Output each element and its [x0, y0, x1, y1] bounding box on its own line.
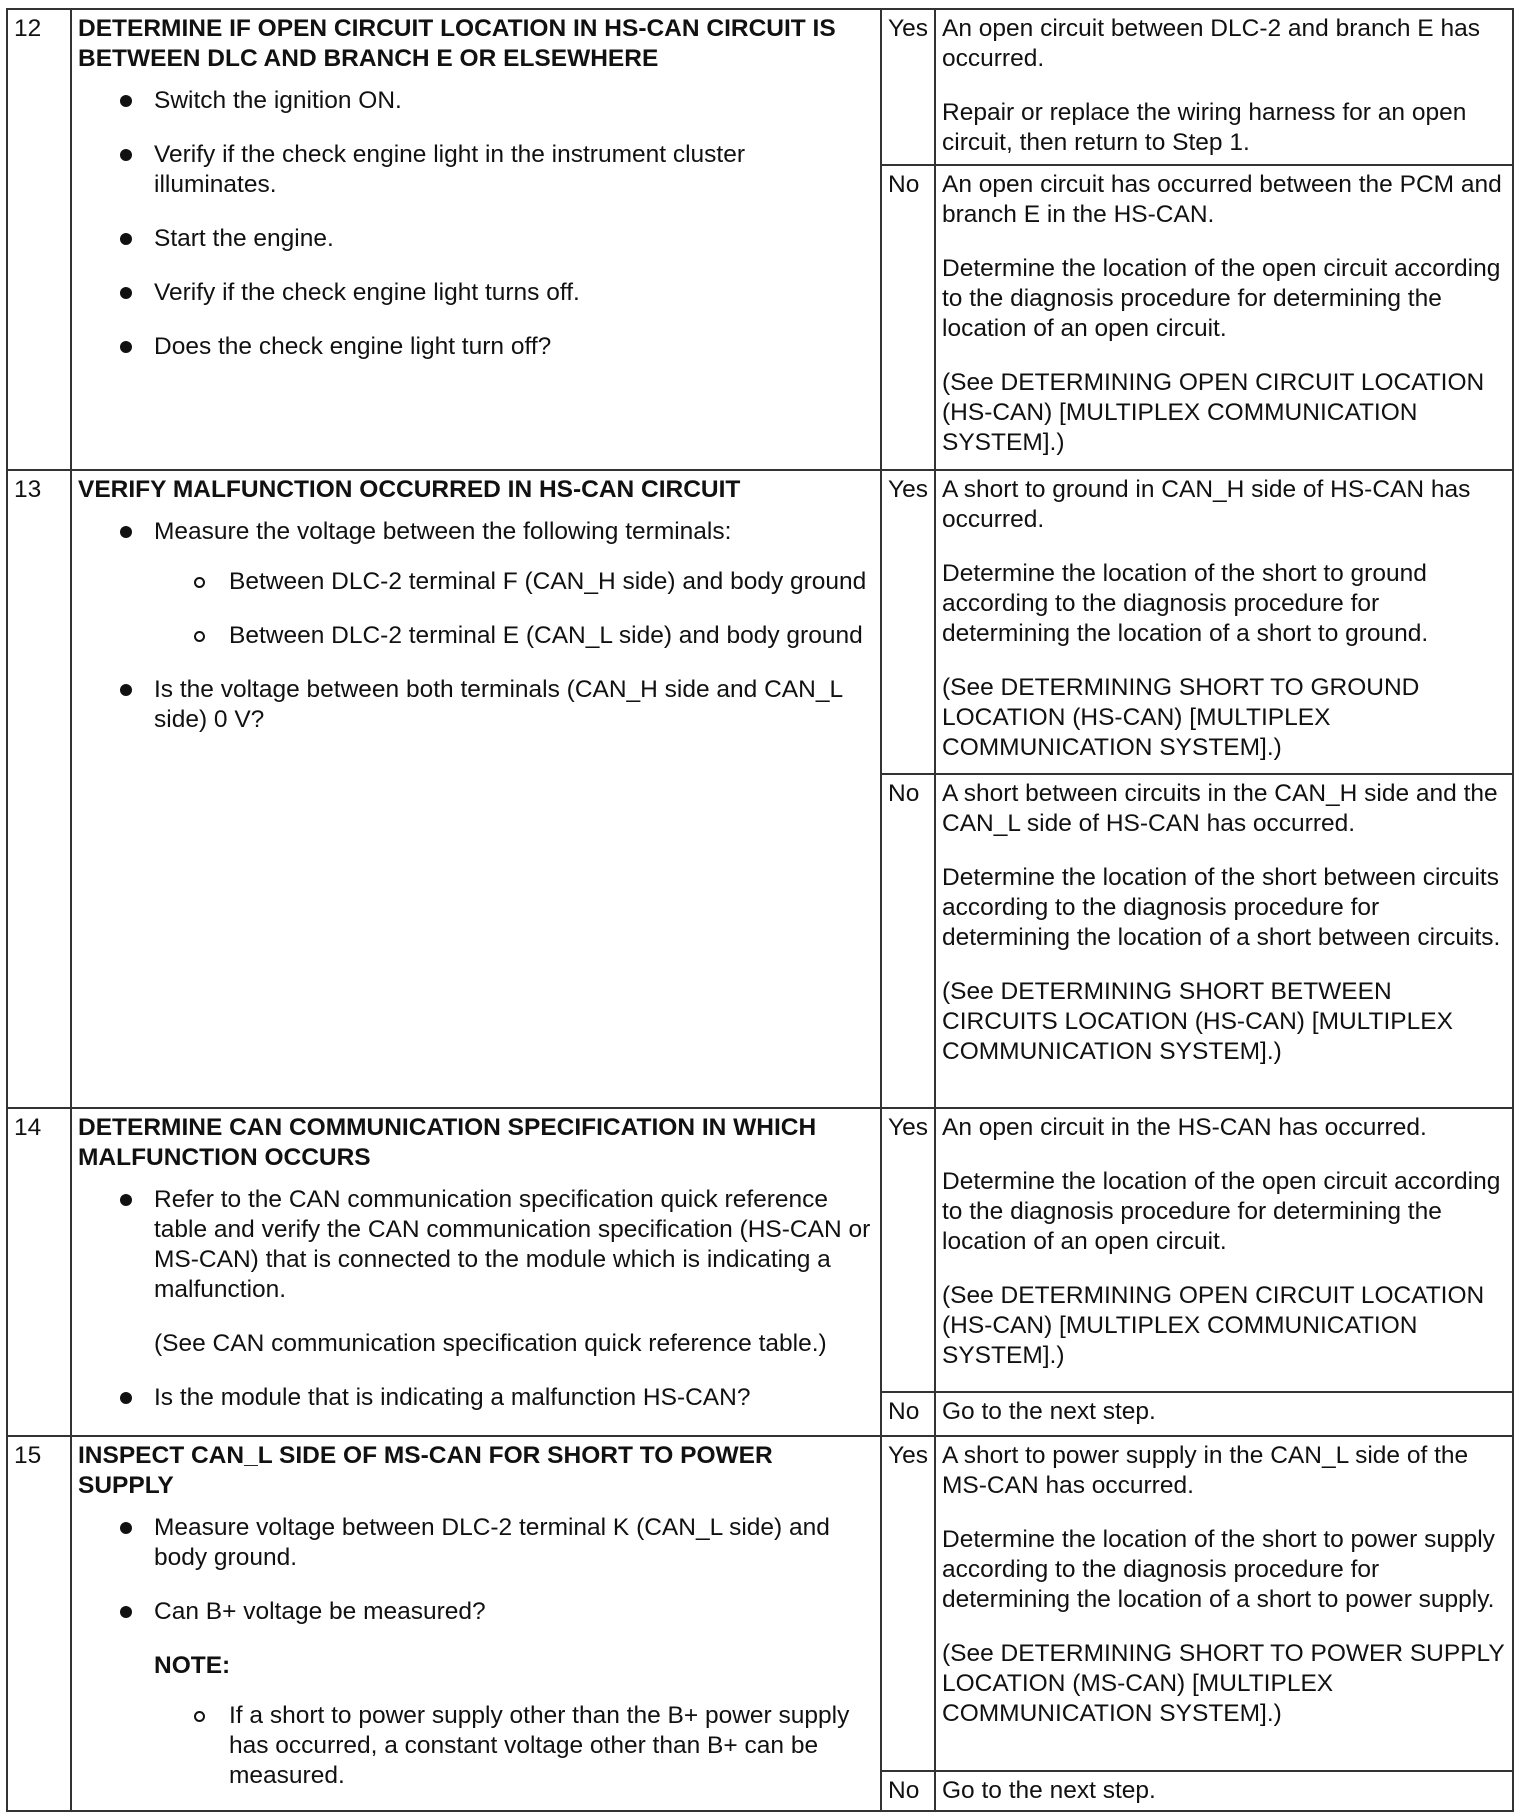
answer-yes-label: Yes [881, 1108, 935, 1392]
step-number: 13 [7, 470, 71, 1108]
action-list [78, 1513, 873, 1791]
answer-yes-label: Yes [881, 9, 935, 165]
action-item [78, 1185, 873, 1359]
action-list [78, 1185, 873, 1413]
answer-no-label: No [881, 165, 935, 470]
result-yes-cell [935, 1436, 1513, 1771]
step-15-row-yes [7, 1436, 1513, 1771]
note-block [154, 1651, 873, 1791]
result-no-cell [935, 1771, 1513, 1811]
result-text: Determine the location of the short between circuits according to the diagnosis procedure for determining the location of a short between circuits. [942, 864, 1501, 951]
action-item: Is the voltage between both terminals (CAN_H side and CAN_L side) 0 V? [78, 675, 873, 735]
result-text: A short between circuits in the CAN_H side and the CAN_L side of HS-CAN has occurred. [942, 780, 1498, 837]
action-item-text: Can B+ voltage be measured? [154, 1598, 486, 1625]
action-item [78, 1597, 873, 1791]
terminal-item: Between DLC-2 terminal E (CAN_L side) and body ground [154, 621, 873, 651]
result-text: Determine the location of the short to ground according to the diagnosis procedure for determining the location of a short to ground. [942, 560, 1429, 647]
action-list [78, 517, 873, 735]
note-label: NOTE: [154, 1652, 231, 1679]
note-item: If a short to power supply other than the B+ power supply has occurred, a constant voltage other than B+ can be measured. [154, 1701, 873, 1791]
answer-yes-label: Yes [881, 470, 935, 774]
result-text: Determine the location of the open circuit according to the diagnosis procedure for determining the location of an open circuit. [942, 1168, 1501, 1255]
result-text: Repair or replace the wiring harness for an open circuit, then return to Step 1. [942, 99, 1467, 156]
action-list [78, 86, 873, 362]
action-item-text: Refer to the CAN communication specification quick reference table and verify the CAN communication specification (HS-CAN or MS-CAN) that is connected to the module which is indicating a malfunction. [154, 1186, 871, 1303]
result-no-cell [935, 774, 1513, 1108]
action-item: Measure voltage between DLC-2 terminal K (CAN_L side) and body ground. [78, 1513, 873, 1573]
step-title: VERIFY MALFUNCTION OCCURRED IN HS-CAN CIRCUIT [78, 476, 741, 503]
step-title: DETERMINE IF OPEN CIRCUIT LOCATION IN HS-CAN CIRCUIT IS BETWEEN DLC AND BRANCH E OR ELSEWHERE [78, 15, 836, 72]
action-item: Verify if the check engine light turns off. [78, 278, 873, 308]
terminal-list [154, 567, 873, 651]
answer-no-label: No [881, 774, 935, 1108]
step-number: 14 [7, 1108, 71, 1436]
result-text: Go to the next step. [942, 1777, 1156, 1804]
step-action-cell [71, 1108, 881, 1436]
result-text: A short to ground in CAN_H side of HS-CAN has occurred. [942, 476, 1471, 533]
result-yes-cell [935, 1108, 1513, 1392]
step-number: 15 [7, 1436, 71, 1811]
result-no-cell [935, 165, 1513, 470]
step-action-cell [71, 470, 881, 1108]
result-text: (See DETERMINING SHORT TO GROUND LOCATION (HS-CAN) [MULTIPLEX COMMUNICATION SYSTEM].) [942, 674, 1420, 761]
answer-yes-label: Yes [881, 1436, 935, 1771]
terminal-item: Between DLC-2 terminal F (CAN_H side) and body ground [154, 567, 873, 597]
answer-no-label: No [881, 1771, 935, 1811]
note-list [154, 1701, 873, 1791]
action-item: Is the module that is indicating a malfunction HS-CAN? [78, 1383, 873, 1413]
result-yes-cell [935, 9, 1513, 165]
result-text: (See DETERMINING OPEN CIRCUIT LOCATION (HS-CAN) [MULTIPLEX COMMUNICATION SYSTEM].) [942, 1282, 1485, 1369]
step-number: 12 [7, 9, 71, 470]
diagnostic-procedure-table [6, 8, 1514, 1812]
step-action-cell [71, 1436, 881, 1811]
action-item: Switch the ignition ON. [78, 86, 873, 116]
step-12-row-yes [7, 9, 1513, 165]
action-item: Start the engine. [78, 224, 873, 254]
step-title: INSPECT CAN_L SIDE OF MS-CAN FOR SHORT TO POWER SUPPLY [78, 1442, 773, 1499]
action-item: Does the check engine light turn off? [78, 332, 873, 362]
action-item-text: Measure the voltage between the following terminals: [154, 518, 732, 545]
result-text: Determine the location of the short to power supply according to the diagnosis procedure for determining the location of a short to power supply. [942, 1526, 1495, 1613]
result-yes-cell [935, 470, 1513, 774]
result-text: (See DETERMINING SHORT BETWEEN CIRCUITS LOCATION (HS-CAN) [MULTIPLEX COMMUNICATION SYSTEM].) [942, 978, 1453, 1065]
result-text: (See DETERMINING SHORT TO POWER SUPPLY LOCATION (MS-CAN) [MULTIPLEX COMMUNICATION SYSTEM].) [942, 1640, 1505, 1727]
answer-no-label: No [881, 1392, 935, 1436]
step-action-cell [71, 9, 881, 470]
action-item [78, 517, 873, 651]
step-13-row-yes [7, 470, 1513, 774]
result-text: A short to power supply in the CAN_L side of the MS-CAN has occurred. [942, 1442, 1469, 1499]
result-no-cell [935, 1392, 1513, 1436]
action-item: Verify if the check engine light in the instrument cluster illuminates. [78, 140, 873, 200]
result-text: An open circuit between DLC-2 and branch E has occurred. [942, 15, 1480, 72]
result-text: An open circuit has occurred between the PCM and branch E in the HS-CAN. [942, 171, 1502, 228]
result-text: Go to the next step. [942, 1398, 1156, 1425]
result-text: (See DETERMINING OPEN CIRCUIT LOCATION (HS-CAN) [MULTIPLEX COMMUNICATION SYSTEM].) [942, 369, 1485, 456]
reference-text: (See CAN communication specification quick reference table.) [154, 1330, 827, 1357]
result-text: Determine the location of the open circuit according to the diagnosis procedure for determining the location of an open circuit. [942, 255, 1501, 342]
step-title: DETERMINE CAN COMMUNICATION SPECIFICATION IN WHICH MALFUNCTION OCCURS [78, 1114, 817, 1171]
step-14-row-yes [7, 1108, 1513, 1392]
result-text: An open circuit in the HS-CAN has occurred. [942, 1114, 1427, 1141]
